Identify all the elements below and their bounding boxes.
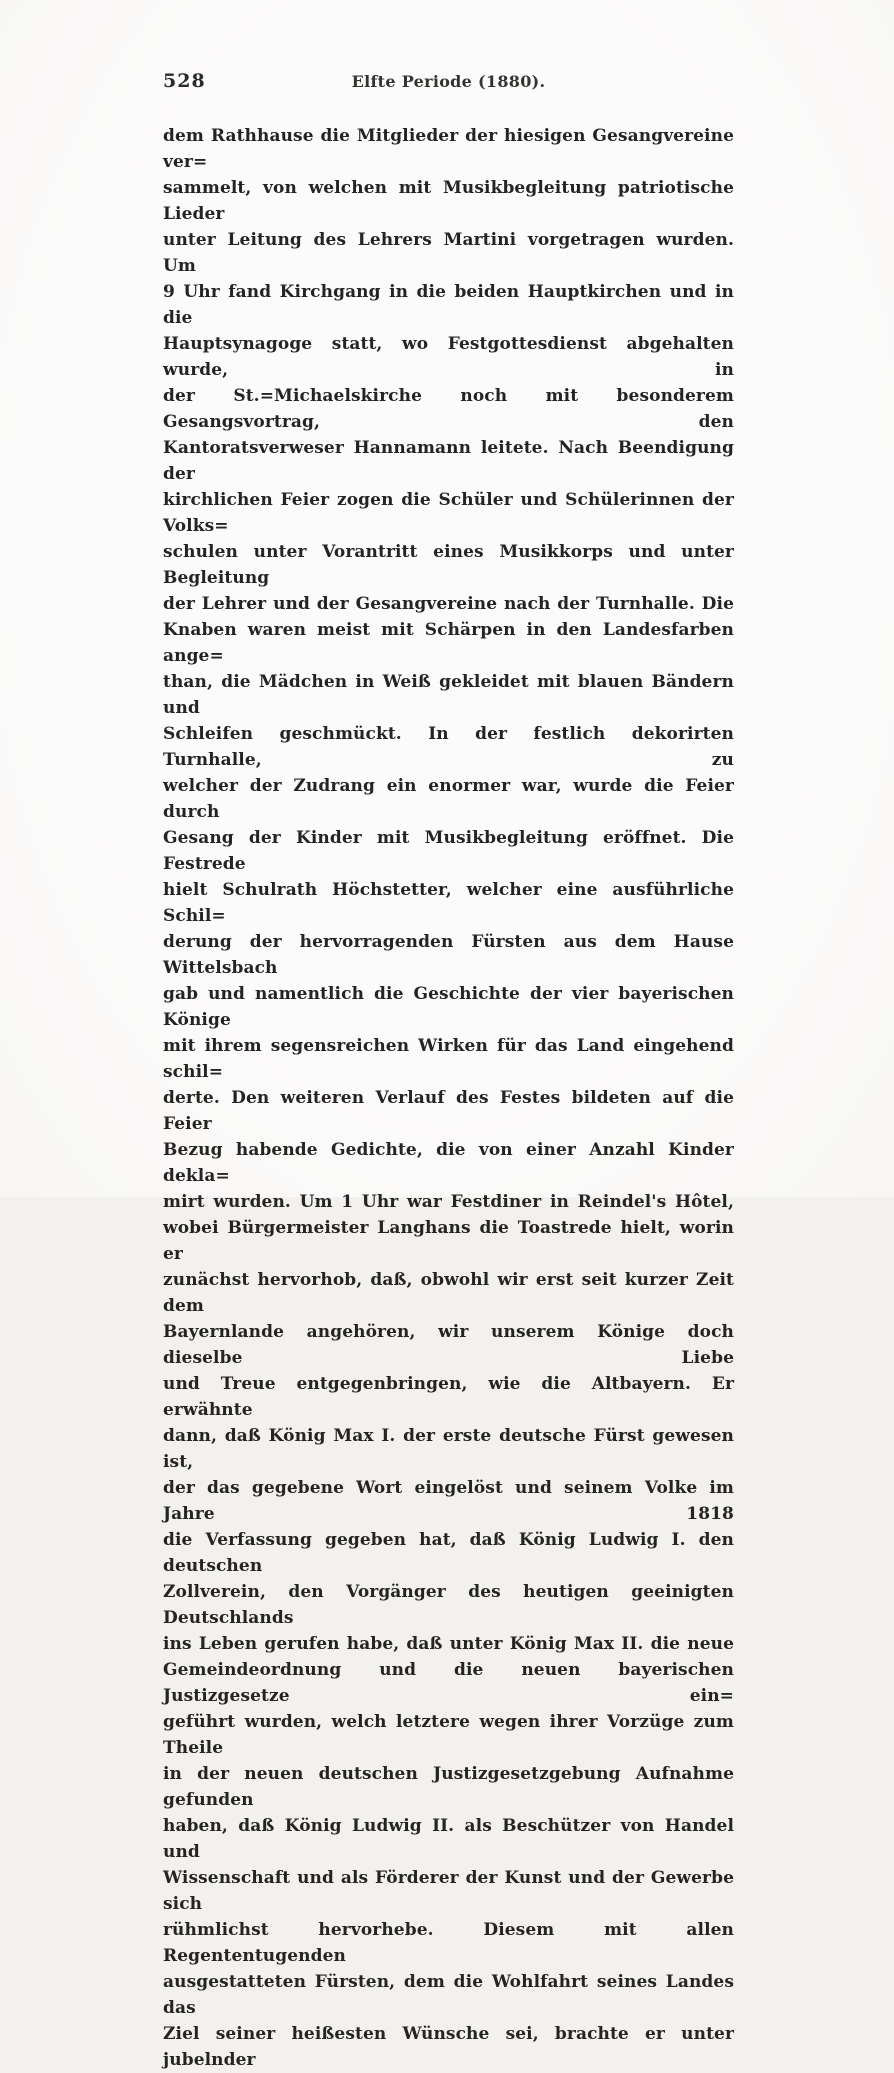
text-line: der St.=Michaelskirche noch mit besonderem Gesangsvortrag, den [163,386,734,432]
text-line: Hauptsynagoge statt, wo Festgottesdienst abgehalten wurde, in [163,334,734,380]
text-line: Gesang der Kinder mit Musikbegleitung eröffnet. Die Festrede [163,828,734,874]
text-line: Knaben waren meist mit Schärpen in den Landesfarben ange= [163,620,734,666]
text-line: in der neuen deutschen Justizgesetzgebung Aufnahme gefunden [163,1764,734,1810]
text-line: die Verfassung gegeben hat, daß König Ludwig I. den deutschen [163,1530,734,1576]
text-line: derte. Den weiteren Verlauf des Festes bildeten auf die Feier [163,1088,734,1134]
page-number: 528 [163,70,206,92]
text-line: unter Leitung des Lehrers Martini vorgetragen wurden. Um [163,230,734,276]
text-line: Zollverein, den Vorgänger des heutigen geeinigten Deutschlands [163,1582,734,1628]
text-line: dem Rathhause die Mitglieder der hiesigen Gesangvereine ver= [163,126,734,172]
text-line: mit ihrem segensreichen Wirken für das Land eingehend schil= [163,1036,734,1082]
text-line: sammelt, von welchen mit Musikbegleitung patriotische Lieder [163,178,734,224]
text-line: welcher der Zudrang ein enormer war, wurde die Feier durch [163,776,734,822]
text-line: than, die Mädchen in Weiß gekleidet mit blauen Bändern und [163,672,734,718]
text-line: haben, daß König Ludwig II. als Beschützer von Handel und [163,1816,734,1862]
text-line: 9 Uhr fand Kirchgang in die beiden Hauptkirchen und in die [163,282,734,328]
text-line: der das gegebene Wort eingelöst und seinem Volke im Jahre 1818 [163,1478,734,1524]
page-content [163,70,734,2073]
text-line: hielt Schulrath Höchstetter, welcher eine ausführliche Schil= [163,880,734,926]
text-line: Bezug habende Gedichte, die von einer Anzahl Kinder dekla= [163,1140,734,1186]
text-line: Schleifen geschmückt. In der festlich dekorirten Turnhalle, zu [163,724,734,770]
text-line: kirchlichen Feier zogen die Schüler und Schülerinnen der Volks= [163,490,734,536]
text-line: wobei Bürgermeister Langhans die Toastrede hielt, worin er [163,1218,734,1264]
text-line: der Lehrer und der Gesangvereine nach der Turnhalle. Die [163,594,734,614]
text-line: schulen unter Vorantritt eines Musikkorps und unter Begleitung [163,542,734,588]
text-line: rühmlichst hervorhebe. Diesem mit allen Regententugenden [163,1920,734,1966]
text-line: gab und namentlich die Geschichte der vier bayerischen Könige [163,984,734,1030]
text-line: Kantoratsverweser Hannamann leitete. Nach Beendigung der [163,438,734,484]
body-text [163,123,734,2073]
text-line: Wissenschaft und als Förderer der Kunst und der Gewerbe sich [163,1868,734,1914]
text-line: zunächst hervorhob, daß, obwohl wir erst seit kurzer Zeit dem [163,1270,734,1316]
running-header: Elfte Periode (1880). [351,72,546,91]
text-line: mirt wurden. Um 1 Uhr war Festdiner in Reindel's Hôtel, [163,1192,734,1212]
text-line: ins Leben gerufen habe, daß unter König Max II. die neue [163,1634,734,1654]
text-line: geführt wurden, welch letztere wegen ihrer Vorzüge zum Theile [163,1712,734,1758]
text-line: ausgestatteten Fürsten, dem die Wohlfahrt seines Landes das [163,1972,734,2018]
text-line: Bayernlande angehören, wir unserem Könige doch dieselbe Liebe [163,1322,734,1368]
page-header-row [163,70,734,96]
text-line: und Treue entgegenbringen, wie die Altbayern. Er erwähnte [163,1374,734,1420]
text-line: Ziel seiner heißesten Wünsche sei, brachte er unter jubelnder [163,2024,734,2070]
text-line: derung der hervorragenden Fürsten aus dem Hause Wittelsbach [163,932,734,978]
text-line: Gemeindeordnung und die neuen bayerischen Justizgesetze ein= [163,1660,734,1706]
text-line: dann, daß König Max I. der erste deutsche Fürst gewesen ist, [163,1426,734,1472]
